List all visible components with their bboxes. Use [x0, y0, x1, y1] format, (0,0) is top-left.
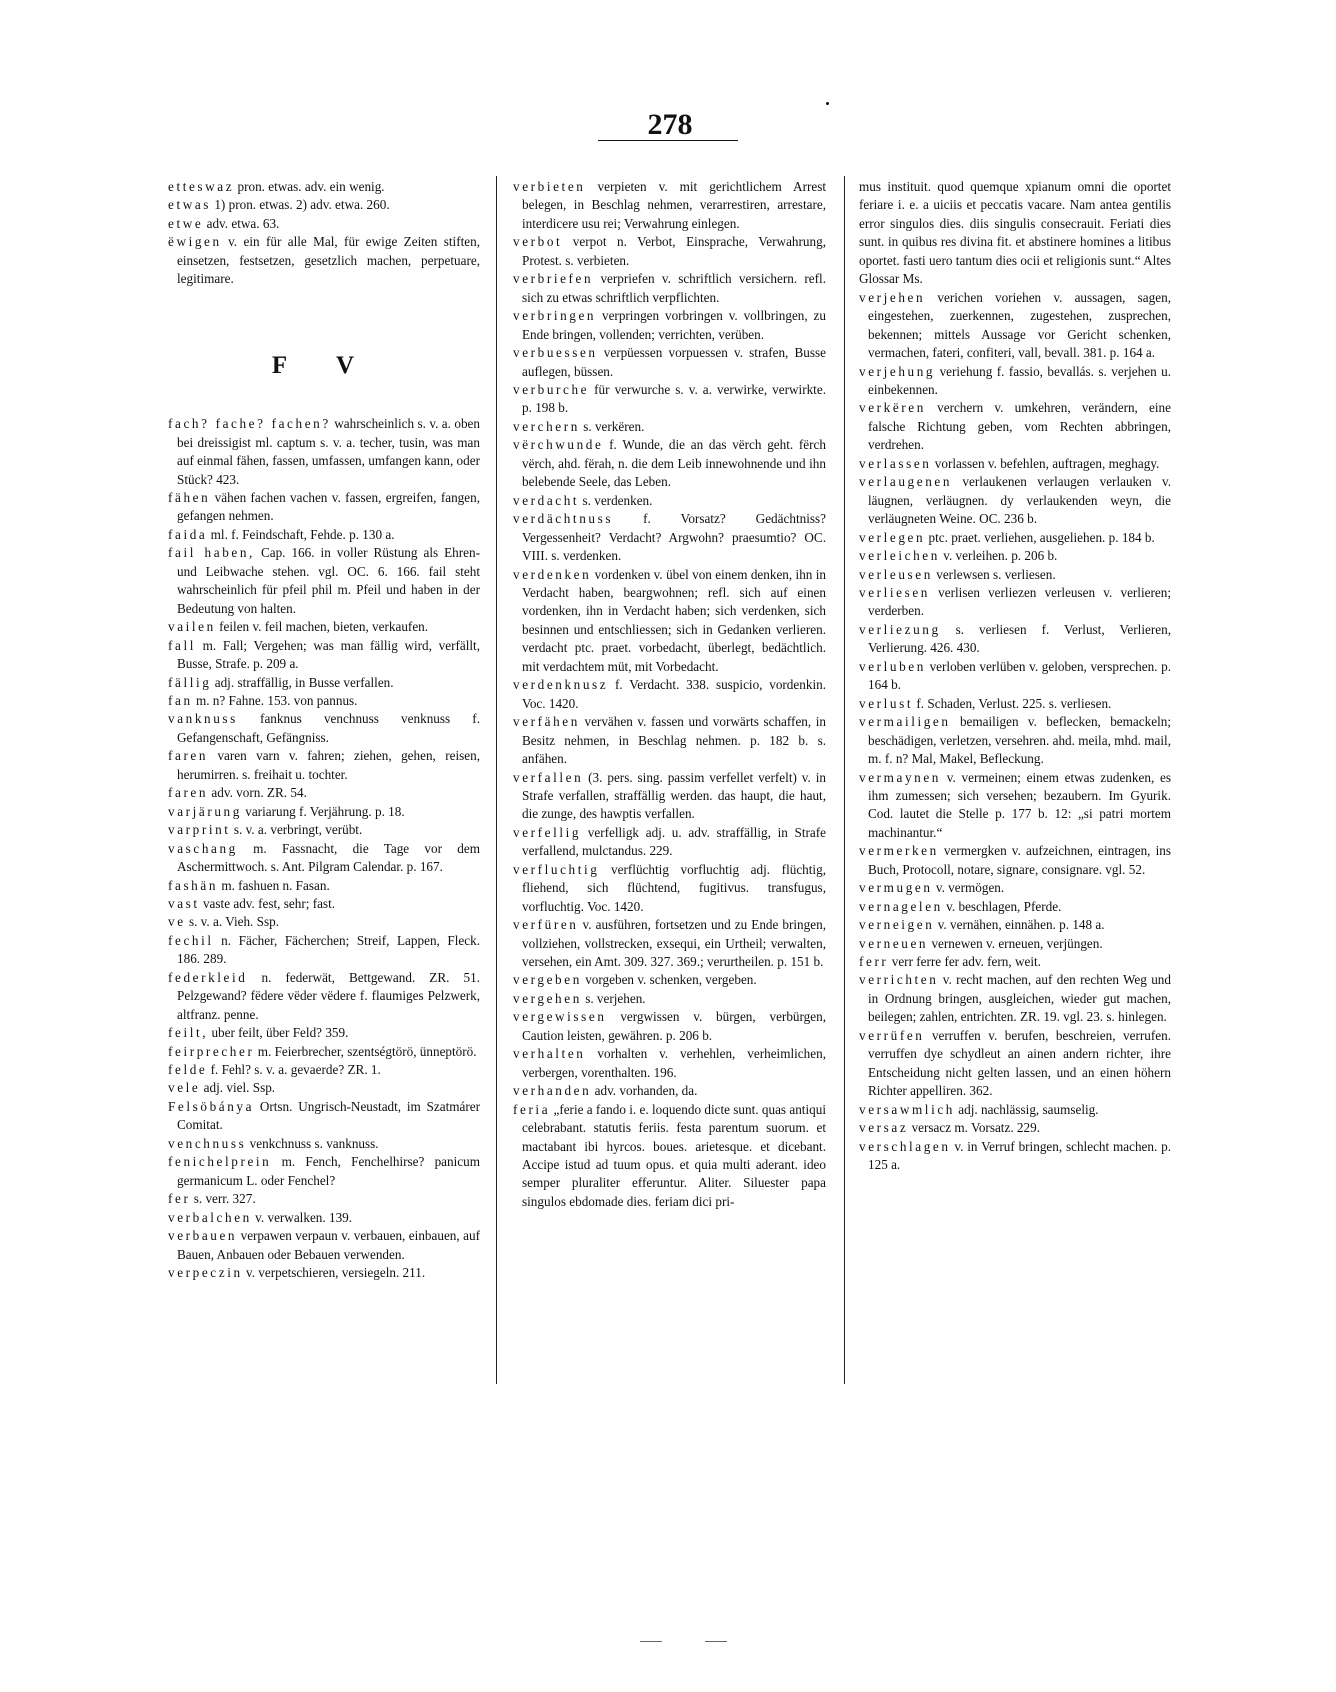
entry-headword: feirprecher: [168, 1043, 255, 1059]
entry-headword: verbriefen: [513, 271, 594, 287]
entry-headword: verjehen: [859, 289, 926, 305]
entry-headword: verburche: [513, 381, 590, 397]
dictionary-entry: [168, 1153, 480, 1190]
entry-headword: vernagelen: [859, 898, 943, 914]
entry-headword: vergewissen: [513, 1009, 607, 1025]
dictionary-entry: [513, 713, 826, 768]
entry-headword: verbuessen: [513, 345, 598, 361]
dictionary-entry: [859, 1138, 1171, 1175]
entry-definition: m. n? Fahne. 153. von pannus.: [192, 692, 358, 708]
dictionary-entry: [168, 674, 480, 692]
entry-headword: fällig: [168, 674, 212, 690]
entry-definition: uber feilt, über Feld? 359.: [208, 1025, 349, 1041]
dictionary-entry: [168, 178, 480, 196]
entry-definition: pron. etwas. adv. ein wenig.: [234, 179, 385, 194]
dictionary-entry: [513, 1008, 826, 1045]
entry-definition: vorgeben v. schenken, vergeben.: [581, 972, 757, 988]
dictionary-entry: [513, 418, 826, 436]
entry-definition: v. verpetschieren, versiegeln. 211.: [242, 1265, 426, 1281]
entry-headword: fan: [168, 692, 193, 708]
entry-headword: fail haben,: [168, 545, 255, 561]
entry-definition: adj. viel. Ssp.: [200, 1080, 276, 1096]
entry-definition: variarung f. Verjährung. p. 18.: [241, 803, 405, 819]
entry-headword: verlust: [859, 695, 914, 711]
dictionary-entry: [513, 178, 826, 233]
ink-speck: [826, 102, 829, 105]
entry-definition: verpüessen vorpuessen v. strafen, Busse auflegen, büssen.: [522, 345, 826, 379]
entry-headword: verdenknusz: [513, 677, 609, 693]
entry-headword: verfähen: [513, 714, 580, 730]
dictionary-entry: [168, 215, 480, 233]
entry-definition: vähen fachen vachen v. fassen, ergreifen, fangen, gefangen nehmen.: [177, 489, 480, 524]
dictionary-entry: [513, 344, 826, 381]
entry-definition: verpriefen v. schriftlich versichern. refl. sich zu etwas schriftlich verpflichten.: [522, 271, 826, 305]
dictionary-entry: [168, 932, 480, 969]
entry-definition: ml. f. Feindschaft, Fehde. p. 130 a.: [207, 526, 395, 542]
dictionary-entry: [168, 1043, 480, 1061]
entry-headword: verschlagen: [859, 1138, 951, 1154]
entry-headword: vergehen: [513, 990, 582, 1006]
dictionary-entry: [168, 692, 480, 710]
dictionary-entry: [859, 289, 1171, 363]
entry-definition: versacz m. Vorsatz. 229.: [908, 1120, 1040, 1136]
entry-definition: vorlassen v. befehlen, auftragen, meghagy.: [931, 455, 1160, 471]
dictionary-entry: [168, 784, 480, 802]
entry-definition: v. verwalken. 139.: [251, 1209, 353, 1225]
dictionary-entry: [168, 1098, 480, 1135]
entry-definition: verr ferre fer adv. fern, weit.: [888, 954, 1041, 970]
dictionary-entry: [513, 492, 826, 510]
entry-headword: feria: [513, 1101, 551, 1117]
entry-definition: feilen v. feil machen, bieten, verkaufen.: [215, 619, 429, 635]
dictionary-entry: [168, 1227, 480, 1264]
entry-headword: verneuen: [859, 935, 929, 951]
column-left: [168, 178, 480, 1282]
entry-headword: verleusen: [859, 566, 933, 582]
entry-definition: m. fashuen n. Fasan.: [218, 877, 330, 893]
entry-headword: fenichelprein: [168, 1154, 272, 1170]
dictionary-entry: [168, 618, 480, 636]
dictionary-entry: [168, 489, 480, 526]
entry-definition: verlewsen s. verliesen.: [932, 566, 1056, 582]
entry-headword: verfluchtig: [513, 861, 600, 877]
entry-headword: fähen: [168, 489, 211, 505]
entry-definition: adj. straffällig, in Busse verfallen.: [211, 674, 394, 690]
entry-headword: etteswaz: [168, 179, 235, 194]
entry-headword: verrüfen: [859, 1027, 925, 1043]
entry-definition: vorhalten v. verhehlen, verheimlichen, verbergen, vorenthalten. 196.: [522, 1046, 826, 1080]
entry-definition: v. vermeinen; einem etwas zudenken, es ihm zumessen; sich versehen; bezaubern. Im Gyurik. Cod. lautet die Stelle p. 177 b. 12: „si patri mortem machinantur.“: [868, 769, 1171, 840]
entry-headword: verbieten: [513, 179, 586, 194]
dictionary-entry: [513, 824, 826, 861]
dictionary-entry: [513, 510, 826, 565]
entry-definition: verlaukenen verlaugen verlauken v. läugnen, verläugnen. dy verlaukenden weyn, die verläugneten Weine. OC. 236 b.: [868, 474, 1171, 527]
entry-headword: fer: [168, 1191, 191, 1207]
dictionary-entry: [513, 436, 826, 491]
dictionary-entry: [859, 566, 1171, 584]
entry-headword: etwas: [168, 197, 212, 213]
entry-definition: n. federwät, Bettgewand. ZR. 51. Pelzgewand? fëdere vëder vëdere f. flaumiges Pelzwerk, altfranz. penne.: [177, 969, 480, 1022]
entry-definition: f. Fehl? s. v. a. gevaerde? ZR. 1.: [207, 1062, 381, 1078]
dictionary-entry: [859, 916, 1171, 934]
dictionary-entry: [859, 971, 1171, 1026]
entry-headword: verdächtnuss: [513, 511, 614, 527]
entry-headword: verlassen: [859, 455, 932, 471]
entry-headword: verchern: [513, 418, 580, 434]
dictionary-entry: [168, 1264, 480, 1282]
footer-mark: [640, 1641, 662, 1642]
entry-definition: vaste adv. fest, sehr; fast.: [199, 895, 336, 911]
entry-definition: v. recht machen, auf den rechten Weg und in Ordnung bringen, ausgleichen, wieder gut machen, beilegen; zahlen, entrichten. ZR. 19. vgl. 23. s. hinlegen.: [868, 972, 1171, 1025]
entry-headword: fechil: [168, 932, 214, 948]
dictionary-entry: [859, 879, 1171, 897]
dictionary-entry: [859, 713, 1171, 768]
entry-headword: verdenken: [513, 566, 592, 582]
dictionary-entry: [168, 1135, 480, 1153]
entry-headword: verliezung: [859, 621, 941, 637]
entry-definition: f. Vorsatz? Gedächtniss? Vergessenheit? Verdacht? Argwohn? praesumtio? OC. VIII. s. verdenken.: [522, 511, 826, 564]
dictionary-entry: [168, 526, 480, 544]
entry-definition: 1) pron. etwas. 2) adv. etwa. 260.: [211, 197, 390, 213]
entry-headword: ferr: [859, 954, 889, 970]
entry-definition: vervähen v. fassen und vorwärts schaffen, in Besitz nehmen, in Beschlag nehmen. p. 182 b. s. anfähen.: [522, 714, 826, 767]
entry-definition: f. Wunde, die an das vërch geht. fërch vërch, ahd. fërah, n. die dem Leib innewohnende und ihn belebende Seele, das Leben.: [522, 437, 826, 490]
entry-definition: vordenken v. übel von einem denken, ihn in Verdacht haben, beargwohnen; refl. sich auf einen vordenken, ihn in Verdacht haben; sich verdenken, sich besinnen und entschliessen; sich in Gedanken verlieren. verdacht ptc. praet. vorbedacht, überlegt, bedächtlich. mit verdachtem müt, mit Vorbedacht.: [522, 566, 826, 674]
entry-definition: für verwurche s. v. a. verwirke, verwirkte. p. 198 b.: [522, 381, 826, 416]
dictionary-entry: [168, 1190, 480, 1208]
entry-definition: „ferie a fando i. e. loquendo dicte sunt. quas antiqui celebrabant. statutis feriis. festa parentum suorum. et mactabant ibi hyrcos. boues. arietesque. et dicebant. Accipe istud ad tuum opus. et quia multi aderant. ideo semper pluraliter efferuntur. Aliter. Siluester papa singulos ebdomade dies. feriam dici pri-: [522, 1101, 826, 1209]
dictionary-entry: [513, 1045, 826, 1082]
entry-headword: verbalchen: [168, 1209, 252, 1225]
entry-headword: verbot: [513, 234, 563, 250]
dictionary-entry: [859, 621, 1171, 658]
dictionary-entry: [513, 1101, 826, 1212]
entry-headword: federkleid: [168, 969, 248, 985]
entry-headword: verhanden: [513, 1083, 592, 1099]
dictionary-entry: [859, 473, 1171, 528]
dictionary-entry: [859, 547, 1171, 565]
entry-definition: verchern v. umkehren, verändern, eine falsche Richtung geben, vom Rechten abbringen, verdrehen.: [868, 400, 1171, 453]
entry-definition: adv. etwa. 63.: [203, 215, 280, 231]
dictionary-entry: [513, 916, 826, 971]
dictionary-entry: [859, 842, 1171, 879]
entry-headword: verfallen: [513, 769, 584, 785]
entry-definition: adv. vorn. ZR. 54.: [208, 785, 307, 801]
column-divider: [496, 176, 497, 1384]
entry-headword: feilt,: [168, 1025, 209, 1041]
dictionary-entry: [859, 935, 1171, 953]
dictionary-entry: [859, 1101, 1171, 1119]
entry-definition: verlisen verliezen verleusen v. verlieren; verderben.: [868, 584, 1171, 619]
entry-headword: varprint: [168, 822, 231, 838]
entry-headword: ëwigen: [168, 234, 222, 250]
entry-definition: s. verdenken.: [579, 492, 653, 508]
entry-headword: vërchwunde: [513, 437, 604, 453]
entry-headword: versawmlich: [859, 1101, 955, 1117]
entry-headword: verkëren: [859, 400, 926, 416]
entry-headword: verhalten: [513, 1046, 586, 1062]
entry-headword: vaschang: [168, 840, 238, 856]
entry-definition: s. verkëren.: [579, 418, 645, 434]
entry-definition: m. Feierbrecher, szentségtörö, ünneptörö.: [254, 1043, 477, 1059]
entry-definition: s. verjehen.: [581, 990, 646, 1006]
dictionary-entry: [513, 270, 826, 307]
dictionary-entry: [168, 1209, 480, 1227]
entry-headword: faren: [168, 785, 209, 801]
dictionary-entry: [513, 990, 826, 1008]
entry-headword: faren: [168, 748, 209, 764]
dictionary-entry: [859, 658, 1171, 695]
entry-definition: verpringen vorbringen v. vollbringen, zu Ende bringen, vollenden; verrichten, verüben.: [522, 308, 826, 342]
dictionary-entry: [513, 769, 826, 824]
entry-headword: vermaynen: [859, 769, 941, 785]
dictionary-entry: [168, 969, 480, 1024]
dictionary-entry: [513, 1082, 826, 1100]
dictionary-entry: [859, 363, 1171, 400]
column-divider: [844, 176, 845, 1384]
entry-definition: wahrscheinlich s. v. a. oben bei dreissigist ml. captum s. v. a. techer, tusin, was man auf einmal fähen, fassen, umfassen, umfangen kann, oder Stück? 423.: [177, 416, 481, 487]
entry-definition: v. ausführen, fortsetzen und zu Ende bringen, vollziehen, vollstrecken, exsequi, ein Urtheil; verwalten, versehen, ein Amt. 309. 327. 369.; verurtheilen. p. 151 b.: [522, 917, 826, 970]
entry-headword: fach? fache? fachen?: [168, 416, 331, 432]
entry-definition: v. beschlagen, Pferde.: [942, 898, 1062, 914]
entry-headword: felde: [168, 1062, 208, 1078]
entry-definition: ptc. praet. verliehen, ausgeliehen. p. 184 b.: [925, 529, 1155, 545]
entry-definition: vernewen v. erneuen, verjüngen.: [928, 935, 1103, 951]
dictionary-entry: [859, 1119, 1171, 1137]
entry-headword: verjehung: [859, 363, 936, 379]
entry-headword: Felsöbánya: [168, 1098, 255, 1114]
dictionary-entry: [859, 584, 1171, 621]
dictionary-entry: [859, 178, 1171, 289]
column-right: [859, 178, 1171, 1174]
dictionary-entry: [859, 399, 1171, 454]
entry-headword: verrichten: [859, 972, 939, 988]
entry-definition: adj. nachlässig, saumselig.: [954, 1101, 1099, 1117]
dictionary-entry: [168, 895, 480, 913]
entry-headword: fall: [168, 637, 196, 653]
dictionary-entry: [513, 861, 826, 916]
dictionary-entry: [168, 637, 480, 674]
dictionary-entry: [168, 1079, 480, 1097]
entry-definition: fanknus venchnuss venknuss f. Gefangenschaft, Gefängniss.: [177, 711, 480, 745]
entry-headword: vele: [168, 1080, 201, 1096]
dictionary-entry: [859, 529, 1171, 547]
dictionary-entry: [168, 415, 480, 489]
entry-definition: v. vermögen.: [932, 880, 1005, 896]
dictionary-entry: [859, 1027, 1171, 1101]
entry-headword: vast: [168, 895, 200, 911]
dictionary-entry: [859, 455, 1171, 473]
dictionary-entry: [168, 913, 480, 931]
entry-headword: verlaugenen: [859, 474, 953, 490]
entry-headword: venchnuss: [168, 1135, 247, 1151]
dictionary-entry: [513, 233, 826, 270]
dictionary-entry: [168, 821, 480, 839]
entry-definition: v. vernähen, einnähen. p. 148 a.: [934, 917, 1105, 933]
entry-definition: verichen voriehen v. aussagen, sagen, eingestehen, zuerkennen, zugestehen, zusprechen, bekennen; mittels Aussage vor Gericht schenken, vermachen, fateri, confiteri, vall, bevall. 381. p. 164 a.: [868, 289, 1171, 361]
footer-mark: [705, 1641, 727, 1642]
entry-definition: venkchnuss s. vanknuss.: [246, 1135, 379, 1151]
entry-definition: v. in Verruf bringen, schlecht machen. p. 125 a.: [868, 1138, 1171, 1173]
entry-definition: n. Fächer, Fächerchen; Streif, Lappen, Fleck. 186. 289.: [177, 932, 480, 967]
column-middle: [513, 178, 826, 1211]
entry-headword: vermugen: [859, 880, 933, 896]
entry-headword: ve: [168, 914, 186, 930]
dictionary-entry: [513, 381, 826, 418]
entry-headword: verpeczin: [168, 1265, 243, 1281]
entry-definition: verflüchtig vorfluchtig adj. flüchtig, fliehend, sich flüchtend, fugitivus. transfugus, vorfluchtig. Voc. 1420.: [522, 861, 826, 914]
entry-definition: s. verr. 327.: [190, 1191, 256, 1207]
entry-definition: verfelligk adj. u. adv. straffällig, in Strafe verfallend, mulctandus. 229.: [522, 824, 826, 859]
dictionary-entry: [168, 1061, 480, 1079]
entry-definition: verpawen verpaun v. verbauen, einbauen, auf Bauen, Anbauen oder Bebauen verwenden.: [177, 1228, 480, 1262]
dictionary-entry: [859, 898, 1171, 916]
entry-headword: vermerken: [859, 843, 939, 859]
entry-headword: verfüren: [513, 917, 579, 933]
entry-definition: verloben verlüben v. geloben, versprechen. p. 164 b.: [868, 658, 1171, 693]
entry-definition: Cap. 166. in voller Rüstung als Ehren- und Leibwache stehen. vgl. OC. 6. 166. fail steht wahrscheinlich für pfeil phil m. Pfeil und haben in der Bedeutung von halten.: [177, 545, 480, 616]
entry-headword: fashän: [168, 877, 219, 893]
dictionary-entry: [168, 747, 480, 784]
dictionary-entry: [168, 233, 480, 288]
dictionary-entry: [513, 307, 826, 344]
entry-headword: verleichen: [859, 548, 940, 564]
entry-definition: verpieten v. mit gerichtlichem Arrest belegen, in Beschlag nehmen, verarrestiren, arrestare, interdicere usu rei; Verwahrung einlegen.: [522, 179, 826, 231]
entry-definition: m. Fassnacht, die Tage vor dem Aschermittwoch. s. Ant. Pilgram Calendar. p. 167.: [177, 840, 480, 875]
dictionary-entry: [859, 695, 1171, 713]
dictionary-entry: [513, 566, 826, 677]
dictionary-entry: [513, 971, 826, 989]
entry-definition: mus instituit. quod quemque xpianum omni die oportet feriare i. e. a uiciis et peccatis vacare. Nam antea gentilis error singulos dies. diis singulis consecrauit. Feriati dies sunt. in quibus res divina fit. et abstinere homines a litibus oportet. fasti uero tantum dies ocii et religionis sunt.“ Altes Glossar Ms.: [859, 179, 1171, 287]
entry-headword: verdacht: [513, 492, 580, 508]
page-number: 278: [647, 108, 693, 141]
entry-headword: verbringen: [513, 308, 597, 324]
entry-headword: verliesen: [859, 584, 930, 600]
entry-headword: verlegen: [859, 529, 926, 545]
entry-definition: f. Verdacht. 338. suspicio, vordenkin. Voc. 1420.: [522, 677, 826, 711]
section-heading: F V: [271, 351, 377, 379]
entry-definition: s. v. a. Vieh. Ssp.: [185, 914, 280, 930]
entry-definition: (3. pers. sing. passim verfellet verfelt) v. in Strafe verfallen, straffällig werden. das haupt, die haut, die zunge, des hawptis verfallen.: [522, 769, 826, 822]
entry-headword: verneigen: [859, 917, 935, 933]
dictionary-entry: [168, 877, 480, 895]
entry-definition: adv. vorhanden, da.: [591, 1083, 698, 1099]
dictionary-entry: [168, 710, 480, 747]
entry-definition: vergwissen v. bürgen, verbürgen, Caution leisten, gewähren. p. 206 b.: [522, 1009, 826, 1043]
dictionary-entry: [168, 544, 480, 618]
entry-definition: bemailigen v. beflecken, bemackeln; beschädigen, verletzen, versehren. ahd. meila, mhd. mail, m. f. n? Mal, Makel, Befleckung.: [868, 714, 1171, 767]
dictionary-entry: [168, 803, 480, 821]
entry-definition: vermergken v. aufzeichnen, eintragen, ins Buch, Protocoll, notare, signare, consignare. vgl. 52.: [868, 843, 1171, 877]
entry-definition: v. ein für alle Mal, für ewige Zeiten stiften, einsetzen, festsetzen, gesetzlich machen, perpetuare, legitimare.: [177, 234, 480, 287]
entry-headword: verfellig: [513, 824, 582, 840]
dictionary-entry: [859, 953, 1171, 971]
entry-headword: versaz: [859, 1120, 909, 1136]
entry-definition: s. verliesen f. Verlust, Verlieren, Verlierung. 426. 430.: [868, 621, 1171, 656]
entry-headword: varjärung: [168, 803, 242, 819]
dictionary-entry: [168, 196, 480, 214]
entry-definition: v. verleihen. p. 206 b.: [939, 548, 1058, 564]
entry-definition: veriehung f. fassio, bevallás. s. verjehen u. einbekennen.: [868, 363, 1171, 397]
entry-headword: vergeben: [513, 972, 582, 988]
entry-definition: varen varn v. fahren; ziehen, gehen, reisen, herumirren. s. freihait u. tochter.: [177, 748, 480, 782]
dictionary-entry: [168, 840, 480, 877]
entry-definition: Ortsn. Ungrisch-Neustadt, im Szatmárer Comitat.: [177, 1098, 480, 1133]
entry-headword: vailen: [168, 619, 216, 635]
entry-headword: faida: [168, 526, 208, 542]
page-number-underline: [598, 140, 738, 141]
entry-headword: verbauen: [168, 1228, 238, 1244]
dictionary-entry: [168, 1024, 480, 1042]
entry-headword: etwe: [168, 215, 204, 231]
entry-definition: f. Schaden, Verlust. 225. s. verliesen.: [913, 695, 1112, 711]
entry-headword: vermailigen: [859, 714, 951, 730]
entry-headword: vanknuss: [168, 711, 238, 727]
entry-definition: verruffen v. berufen, beschreien, verrufen. verruffen dye schydleut an ainen andern richter, ihre Entscheidung nicht gelten lassen, und an einen höhern Richter appelliren. 362.: [868, 1027, 1171, 1099]
entry-definition: m. Fall; Vergehen; was man fällig wird, verfällt, Busse, Strafe. p. 209 a.: [177, 637, 480, 672]
entry-definition: m. Fench, Fenchelhirse? panicum germanicum L. oder Fenchel?: [177, 1154, 480, 1188]
entry-headword: verluben: [859, 658, 926, 674]
entry-definition: verpot n. Verbot, Einsprache, Verwahrung, Protest. s. verbieten.: [522, 234, 826, 268]
entry-definition: s. v. a. verbringt, verübt.: [230, 822, 363, 838]
dictionary-entry: [513, 676, 826, 713]
dictionary-entry: [859, 769, 1171, 843]
